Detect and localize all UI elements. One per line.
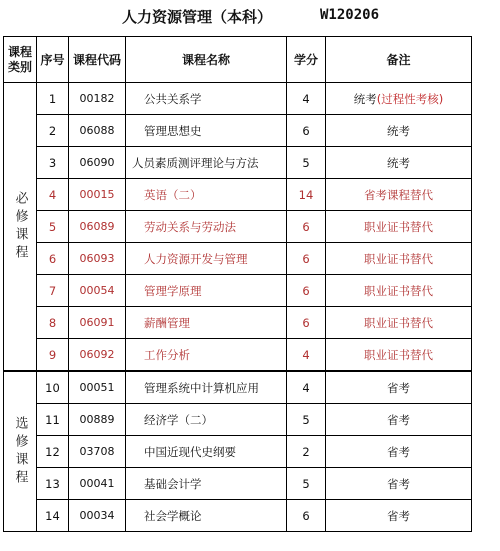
document-title-bar	[0, 6, 500, 32]
row-code: 00182	[69, 83, 126, 115]
table-row	[4, 307, 472, 339]
table-header-row	[4, 37, 472, 83]
row-credit: 6	[287, 115, 326, 147]
row-index: 7	[37, 275, 69, 307]
row-index: 11	[37, 404, 69, 436]
table-row	[4, 500, 472, 532]
row-course-name: 中国近现代史纲要	[126, 436, 287, 468]
row-index: 14	[37, 500, 69, 532]
table-row	[4, 83, 472, 115]
row-course-name: 工作分析	[126, 339, 287, 372]
row-credit: 5	[287, 468, 326, 500]
row-course-name: 英语（二）	[126, 179, 287, 211]
row-course-name: 基础会计学	[126, 468, 287, 500]
row-code: 00015	[69, 179, 126, 211]
row-note-process: (过程性考核)	[376, 91, 444, 106]
row-note: 职业证书替代	[326, 275, 472, 307]
row-credit: 4	[287, 83, 326, 115]
row-code: 03708	[69, 436, 126, 468]
row-code: 06092	[69, 339, 126, 372]
table-row	[4, 147, 472, 179]
header-note: 备注	[326, 37, 472, 83]
row-index: 4	[37, 179, 69, 211]
row-course-name: 管理学原理	[126, 275, 287, 307]
row-course-name: 社会学概论	[126, 500, 287, 532]
row-code: 06090	[69, 147, 126, 179]
row-note: 职业证书替代	[326, 339, 472, 372]
row-course-name: 管理思想史	[126, 115, 287, 147]
row-credit: 6	[287, 275, 326, 307]
row-code: 06093	[69, 243, 126, 275]
row-credit: 4	[287, 339, 326, 372]
category-elective: 选修课程	[4, 371, 37, 532]
table-row	[4, 179, 472, 211]
row-credit: 6	[287, 243, 326, 275]
course-table	[3, 36, 472, 532]
table-row	[4, 211, 472, 243]
row-index: 12	[37, 436, 69, 468]
table-row	[4, 115, 472, 147]
category-required: 必修课程	[4, 83, 37, 372]
row-note: 省考	[326, 436, 472, 468]
header-code: 课程代码	[69, 37, 126, 83]
table-row	[4, 404, 472, 436]
table-row	[4, 371, 472, 404]
header-credit: 学分	[287, 37, 326, 83]
row-note: 统考	[326, 115, 472, 147]
row-index: 5	[37, 211, 69, 243]
row-index: 8	[37, 307, 69, 339]
row-index: 2	[37, 115, 69, 147]
row-index: 3	[37, 147, 69, 179]
row-note: 职业证书替代	[326, 307, 472, 339]
row-note: 统考	[326, 147, 472, 179]
row-code: 06091	[69, 307, 126, 339]
row-note: 省考	[326, 468, 472, 500]
row-note	[326, 83, 472, 115]
row-code: 00041	[69, 468, 126, 500]
row-index: 1	[37, 83, 69, 115]
row-note: 职业证书替代	[326, 211, 472, 243]
row-course-name: 管理系统中计算机应用	[126, 371, 287, 404]
row-note: 省考	[326, 404, 472, 436]
row-note: 省考	[326, 500, 472, 532]
header-index: 序号	[37, 37, 69, 83]
row-code: 00889	[69, 404, 126, 436]
row-code: 00034	[69, 500, 126, 532]
major-title: 人力资源管理（本科）	[122, 8, 273, 26]
row-course-name: 经济学（二）	[126, 404, 287, 436]
row-credit: 6	[287, 211, 326, 243]
row-credit: 6	[287, 500, 326, 532]
row-course-name: 人员素质测评理论与方法	[126, 147, 287, 179]
row-credit: 14	[287, 179, 326, 211]
row-credit: 4	[287, 371, 326, 404]
row-index: 13	[37, 468, 69, 500]
table-row	[4, 468, 472, 500]
header-category: 课程类别	[4, 37, 37, 83]
row-note-exam: 统考	[353, 91, 377, 106]
row-credit: 5	[287, 147, 326, 179]
row-index: 9	[37, 339, 69, 372]
row-course-name: 薪酬管理	[126, 307, 287, 339]
table-row	[4, 243, 472, 275]
row-code: 06088	[69, 115, 126, 147]
row-course-name: 劳动关系与劳动法	[126, 211, 287, 243]
table-row	[4, 436, 472, 468]
row-course-name: 公共关系学	[126, 83, 287, 115]
row-note: 省考	[326, 371, 472, 404]
table-row	[4, 275, 472, 307]
header-name: 课程名称	[126, 37, 287, 83]
row-course-name: 人力资源开发与管理	[126, 243, 287, 275]
row-code: 06089	[69, 211, 126, 243]
row-credit: 2	[287, 436, 326, 468]
row-index: 6	[37, 243, 69, 275]
row-code: 00051	[69, 371, 126, 404]
row-index: 10	[37, 371, 69, 404]
table-row	[4, 339, 472, 372]
row-note: 省考课程替代	[326, 179, 472, 211]
row-note: 职业证书替代	[326, 243, 472, 275]
row-code: 00054	[69, 275, 126, 307]
row-credit: 6	[287, 307, 326, 339]
row-credit: 5	[287, 404, 326, 436]
major-code: W120206	[320, 7, 380, 23]
